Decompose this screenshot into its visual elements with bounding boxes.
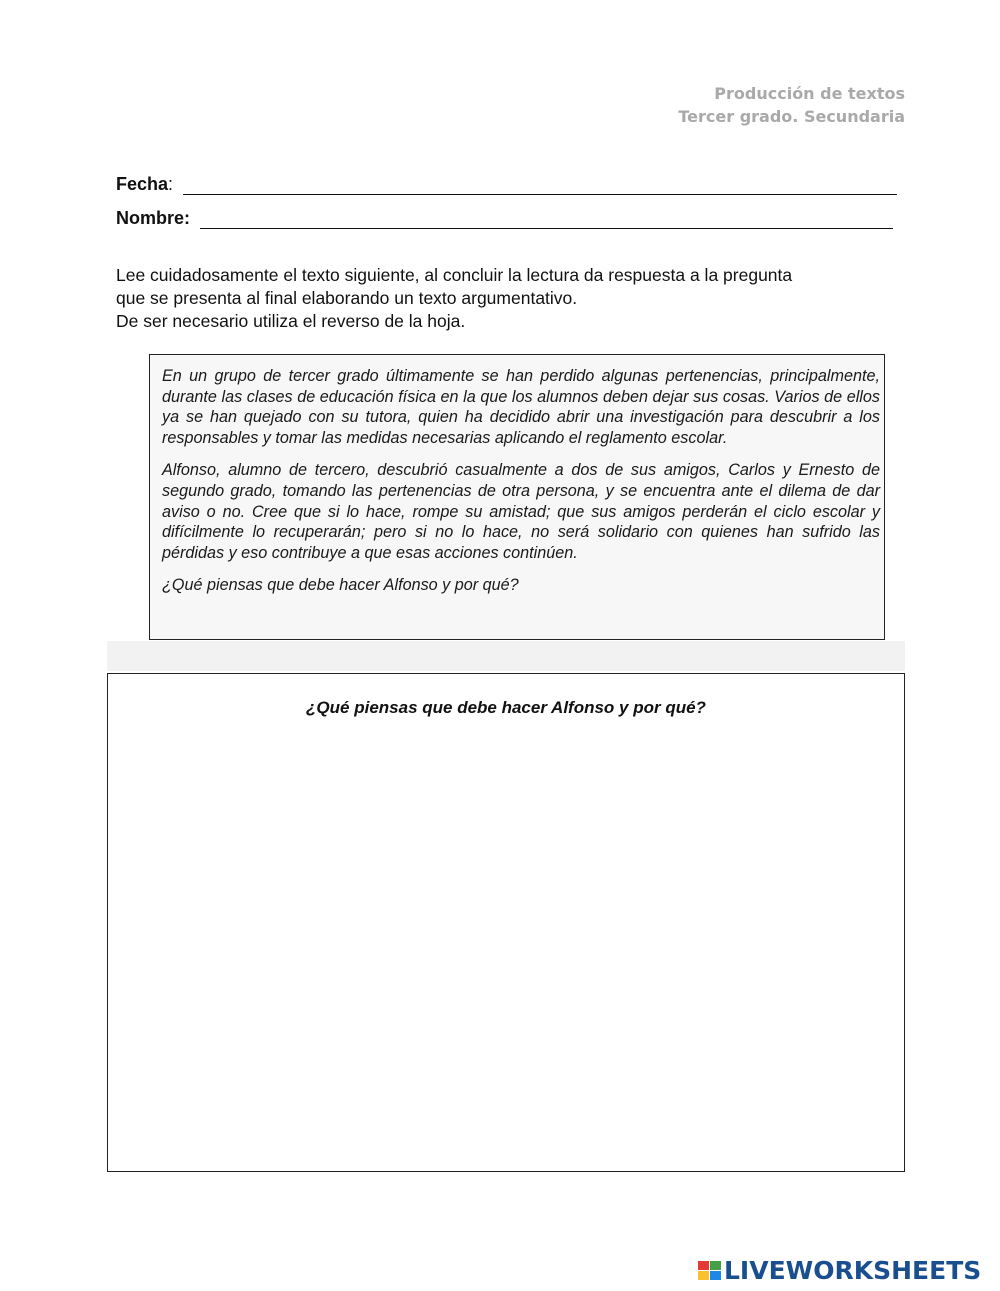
fecha-label: Fecha: — [116, 174, 174, 194]
header-subject: Producción de textos — [714, 84, 905, 103]
nombre-row — [116, 208, 893, 229]
fecha-row — [116, 174, 897, 195]
logo-mark-icon — [698, 1261, 721, 1280]
liveworksheets-logo — [698, 1256, 981, 1285]
instructions-line-3: De ser necesario utiliza el reverso de la hoja. — [116, 311, 466, 331]
logo-square-blue — [710, 1271, 721, 1280]
logo-square-red — [698, 1261, 709, 1270]
nombre-input-line[interactable] — [200, 227, 893, 229]
story-paragraph-1: En un grupo de tercer grado últimamente se han perdido algunas pertenencias, principalmente, durante las clases de educación física en la que los alumnos deben dejar sus cosas. Varios de ellos ya se han quejado con su tutora, quien ha decidido abrir una investigación para descubrir a los responsables y tomar las medidas necesarias aplicando el reglamento escolar. — [162, 367, 880, 447]
fecha-input-line[interactable] — [183, 193, 897, 195]
document-header — [678, 82, 905, 128]
answer-box — [107, 673, 905, 1172]
story-question: ¿Qué piensas que debe hacer Alfonso y por qué? — [162, 576, 519, 595]
logo-text: LIVEWORKSHEETS — [724, 1256, 982, 1285]
story-paragraph-2: Alfonso, alumno de tercero, descubrió casualmente a dos de sus amigos, Carlos y Ernesto de segundo grado, tomando las pertenencias de otra persona, y se encuentra ante el dilema de dar aviso o no. Cree que si lo hace, rompe su amistad; que sus amigos perderán el ciclo escolar y difícilmente lo recuperarán; pero si no lo hace, no será solidario con quienes han sufrido las pérdidas y eso contribuye a que esas acciones continúen. — [162, 461, 880, 562]
instructions-line-1: Lee cuidadosamente el texto siguiente, al concluir la lectura da respuesta a la pregunta — [116, 265, 793, 285]
story-box — [149, 354, 885, 640]
logo-square-green — [710, 1261, 721, 1270]
instructions — [116, 264, 896, 333]
nombre-label: Nombre: — [116, 208, 191, 228]
header-grade: Tercer grado. Secundaria — [678, 107, 905, 126]
answer-text-area[interactable] — [118, 734, 894, 1161]
instructions-line-2: que se presenta al final elaborando un texto argumentativo. — [116, 288, 578, 308]
gray-strip — [107, 641, 905, 671]
answer-question-title: ¿Qué piensas que debe hacer Alfonso y por qué? — [306, 698, 706, 717]
logo-square-yellow — [698, 1271, 709, 1280]
